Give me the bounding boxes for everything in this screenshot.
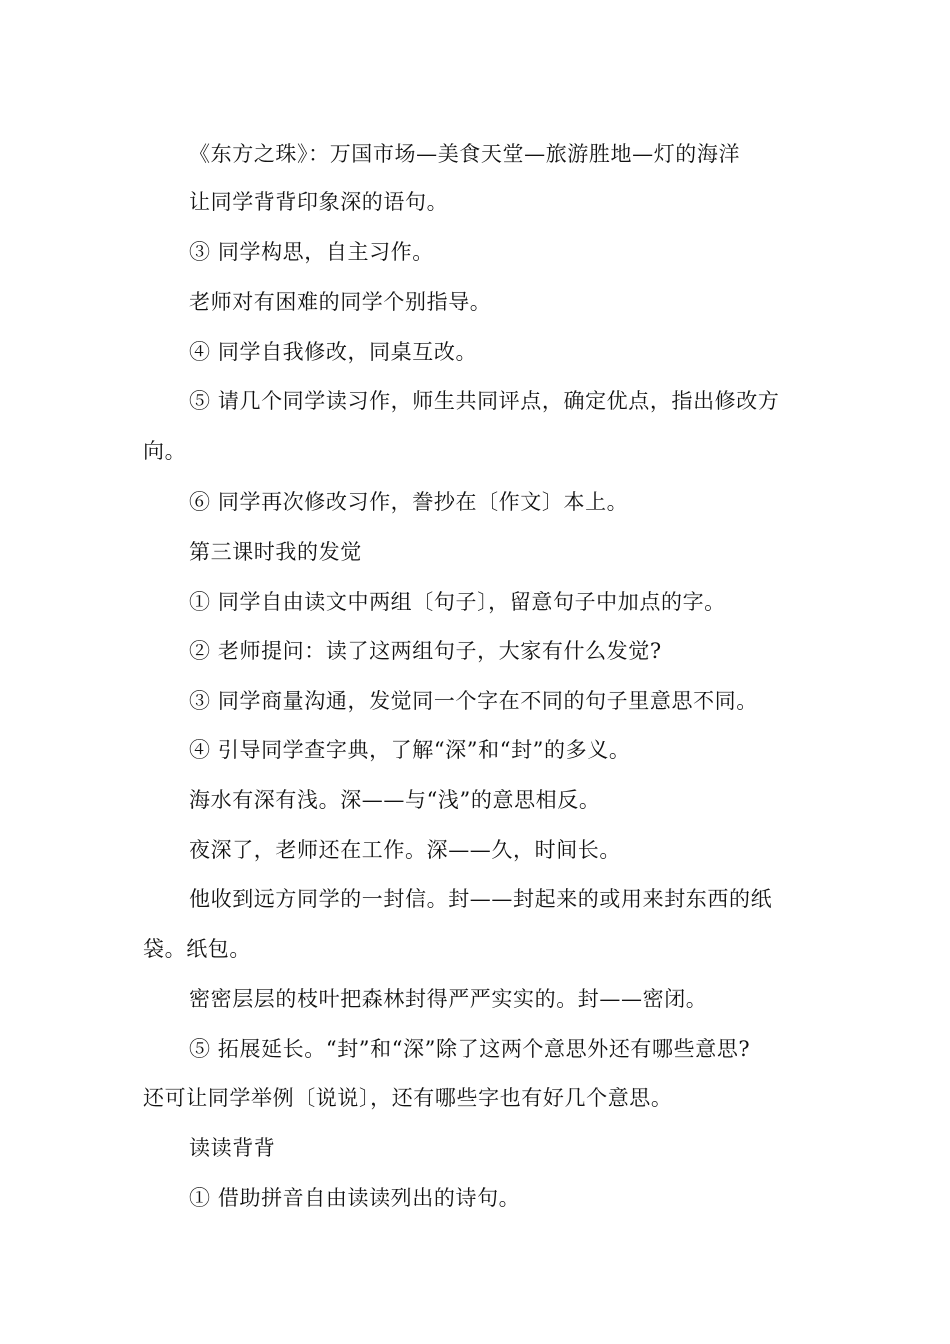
text-line-1: 《东方之珠》：万国市场—美食天堂—旅游胜地—灯的海洋: [189, 142, 741, 166]
section-heading-third-lesson: 第三课时我的发觉: [189, 540, 362, 564]
text-line-14: 海水有深有浅。深——与“浅”的意思相反。: [189, 788, 601, 812]
text-line-5: ④ 同学自我修改，同桌互改。: [189, 340, 478, 364]
text-line-2: 让同学背背印象深的语句。: [189, 190, 449, 214]
text-line-15: 夜深了，老师还在工作。深——久，时间长。: [189, 838, 621, 862]
text-line-18: 密密层层的枝叶把森林封得严严实实的。封——密闭。: [189, 987, 708, 1011]
text-line-3: ③ 同学构思，自主习作。: [189, 240, 434, 264]
text-line-7: 向。: [143, 439, 187, 463]
text-line-16: 他收到远方同学的一封信。封——封起来的或用来封东西的纸: [189, 887, 773, 911]
text-line-6: ⑤ 请几个同学读习作，师生共同评点，确定优点，指出修改方: [189, 389, 780, 413]
text-line-8: ⑥ 同学再次修改习作，誊抄在〔作文〕本上。: [189, 490, 629, 514]
text-line-17: 袋。纸包。: [143, 937, 251, 961]
section-heading-read-recite: 读读背背: [189, 1136, 276, 1160]
text-line-10: ① 同学自由读文中两组〔句子〕，留意句子中加点的字。: [189, 590, 726, 614]
text-line-13: ④ 引导同学查字典，了解“深”和“封”的多义。: [189, 738, 631, 762]
text-line-20: 还可让同学举例〔说说〕，还有哪些字也有好几个意思。: [143, 1086, 673, 1110]
text-line-4: 老师对有困难的同学个别指导。: [189, 290, 492, 314]
text-line-19: ⑤ 拓展延长。“封”和“深”除了这两个意思外还有哪些意思?: [189, 1037, 751, 1061]
text-line-22: ① 借助拼音自由读读列出的诗句。: [189, 1186, 521, 1210]
text-line-12: ③ 同学商量沟通，发觉同一个字在不同的句子里意思不同。: [189, 689, 758, 713]
text-line-11: ② 老师提问：读了这两组句子，大家有什么发觉?: [189, 639, 662, 663]
